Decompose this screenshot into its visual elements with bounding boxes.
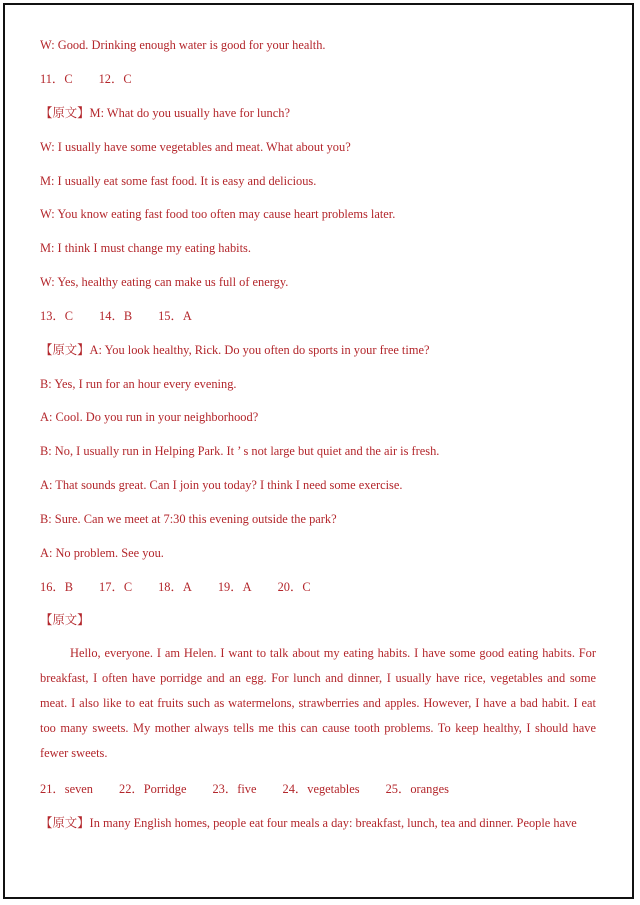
transcript-heading-line: 【原文】M: What do you usually have for lunch? bbox=[40, 106, 290, 120]
answer-row-16-20 bbox=[40, 579, 337, 595]
dialogue-line: B: No, I usually run in Helping Park. It ’ s not large but quiet and the air is fresh. bbox=[40, 444, 440, 458]
transcript-heading-line: 【原文】A: You look healthy, Rick. Do you often do sports in your free time? bbox=[40, 343, 430, 357]
dialogue-line: M: I think I must change my eating habits. bbox=[40, 241, 251, 255]
answer-row-13-15 bbox=[40, 308, 218, 324]
answer-24: 24．vegetables bbox=[282, 782, 360, 796]
answer-19: 19．A bbox=[217, 580, 252, 594]
answer-17: 17．C bbox=[99, 580, 133, 594]
transcript-heading-line: 【原文】In many English homes, people eat four meals a day: breakfast, lunch, tea and dinner. People have bbox=[40, 816, 577, 830]
dialogue-line: W: Yes, healthy eating can make us full of energy. bbox=[40, 275, 289, 289]
answer-12: 12．C bbox=[98, 72, 132, 86]
answer-18: 18．A bbox=[158, 580, 192, 594]
answer-22: 22．Porridge bbox=[119, 782, 187, 796]
answer-11: 11．C bbox=[40, 72, 73, 86]
dialogue-line: W: You know eating fast food too often may cause heart problems later. bbox=[40, 207, 396, 221]
dialogue-line: M: I usually eat some fast food. It is easy and delicious. bbox=[40, 174, 317, 188]
dialogue-line: W: Good. Drinking enough water is good for your health. bbox=[40, 38, 326, 52]
dialogue-line: A: No problem. See you. bbox=[40, 546, 164, 560]
transcript-heading: 【原文】 bbox=[40, 613, 90, 627]
answer-20: 20．C bbox=[277, 580, 311, 594]
answer-16: 16．B bbox=[40, 580, 74, 594]
dialogue-line: A: Cool. Do you run in your neighborhood? bbox=[40, 410, 259, 424]
transcript-paragraph: Hello, everyone. I am Helen. I want to talk about my eating habits. I have some good eating habits. For breakfast, I often have porridge and an egg. For lunch and dinner, I usually have rice, vegetables and some meat. I also like to eat fruits such as watermelons, strawberries and apples. However, I have a bad habit. I eat too many sweets. My mother always tells me this can cause tooth problems. To keep healthy, I should have fewer sweets. bbox=[40, 646, 596, 760]
answer-23: 23．five bbox=[212, 782, 257, 796]
answer-row-21-25 bbox=[40, 781, 475, 797]
answer-25: 25．oranges bbox=[385, 782, 449, 796]
answer-14: 14．B bbox=[99, 309, 133, 323]
answer-13: 13．C bbox=[40, 309, 74, 323]
dialogue-line: B: Sure. Can we meet at 7:30 this evening outside the park? bbox=[40, 512, 337, 526]
answer-15: 15．A bbox=[158, 309, 192, 323]
dialogue-line: A: That sounds great. Can I join you today? I think I need some exercise. bbox=[40, 478, 403, 492]
dialogue-line: B: Yes, I run for an hour every evening. bbox=[40, 377, 237, 391]
dialogue-line: W: I usually have some vegetables and meat. What about you? bbox=[40, 140, 351, 154]
answer-21: 21．seven bbox=[40, 782, 93, 796]
answer-row-11-12 bbox=[40, 71, 158, 87]
